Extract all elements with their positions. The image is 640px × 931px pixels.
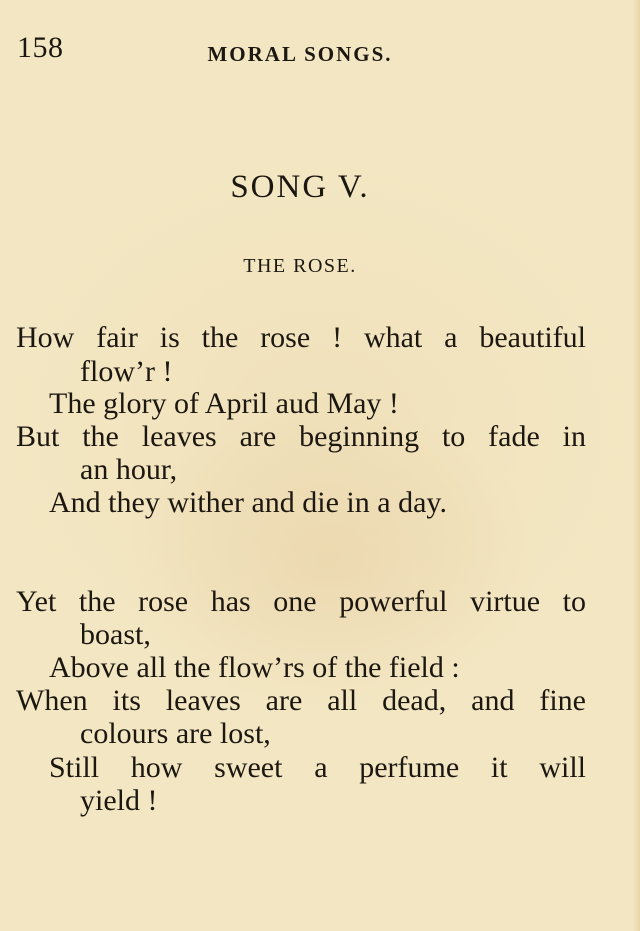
poem-line: How fair is the rose ! what a beautiful bbox=[16, 321, 586, 354]
poem-line: colours are lost, bbox=[80, 717, 271, 750]
page-edge bbox=[633, 0, 640, 931]
poem-line: Still how sweet a perfume it will bbox=[49, 751, 586, 784]
poem-title: THE ROSE. bbox=[243, 255, 357, 277]
poem-line: But the leaves are beginning to fade in bbox=[16, 420, 586, 453]
song-title: SONG V. bbox=[230, 169, 370, 205]
running-head: MORAL SONGS. bbox=[207, 42, 393, 66]
page-number: 158 bbox=[17, 31, 64, 64]
poem-line: flow’r ! bbox=[80, 355, 173, 388]
poem-line: boast, bbox=[80, 618, 151, 651]
poem-line: When its leaves are all dead, and fine bbox=[16, 684, 586, 717]
poem-line: Yet the rose has one powerful virtue to bbox=[16, 585, 586, 618]
poem-line: an hour, bbox=[80, 453, 178, 486]
poem-line: The glory of April aud May ! bbox=[49, 387, 399, 420]
poem-line: yield ! bbox=[80, 784, 158, 817]
poem-line: And they wither and die in a day. bbox=[49, 486, 447, 519]
poem-line: Above all the flow’rs of the field : bbox=[49, 651, 460, 684]
